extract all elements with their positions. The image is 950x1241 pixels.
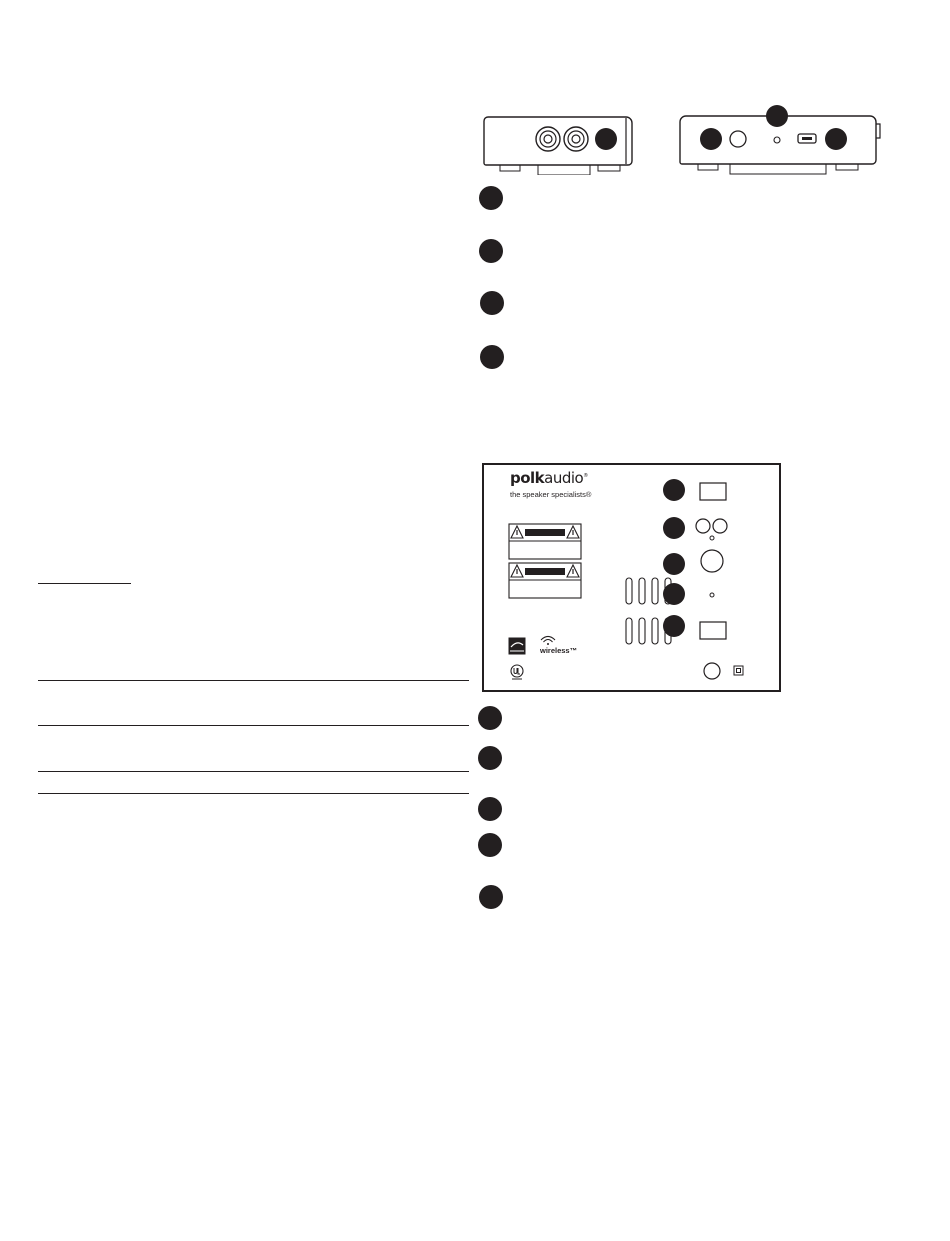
brand-rest: audio [544,469,584,487]
callout-dot [478,706,502,730]
callout-dot [479,885,503,909]
double-insulation-icon [734,666,743,675]
section-heading-rule [38,583,131,584]
callout-dot [663,517,685,539]
warning-labels [508,523,582,599]
callout-dot [595,128,617,150]
callout-dot [480,291,504,315]
callout-dot [478,746,502,770]
panel-connectors [660,475,760,685]
callout-dot [766,105,788,127]
warning-label-bottom [509,563,581,598]
rear-panel-label [482,463,781,692]
callout-dot [478,797,502,821]
wireless-logo-text: wireless™ [540,646,578,655]
input-port [700,622,726,639]
brand-tagline: the speaker specialists® [510,490,592,499]
table-rule [38,771,469,772]
rca-jack-icon [713,519,727,533]
device-side-view-left [482,113,644,175]
warning-label-top [509,524,581,559]
input-port [700,483,726,500]
wireless-signal-icon [540,635,556,645]
indicator-hole [710,536,714,540]
table-rule [38,680,469,681]
brand-mark: ® [583,473,588,479]
ul-listed-logo [508,663,526,681]
callout-dot [663,553,685,575]
callout-dot [700,128,722,150]
round-knob [701,550,723,572]
power-socket [704,663,720,679]
table-rule [38,725,469,726]
callout-dot [479,186,503,210]
callout-dot [663,583,685,605]
table-rule [38,793,469,794]
energy-star-logo [508,637,526,655]
rca-jack-icon [696,519,710,533]
callout-dot [480,345,504,369]
polk-audio-logo [510,469,588,487]
callout-dot [479,239,503,263]
device-side-view-right [676,104,882,176]
brand-bold: polk [510,469,545,487]
callout-dot [663,479,685,501]
callout-dot [663,615,685,637]
callout-dot [825,128,847,150]
callout-dot [478,833,502,857]
indicator-hole [710,593,714,597]
